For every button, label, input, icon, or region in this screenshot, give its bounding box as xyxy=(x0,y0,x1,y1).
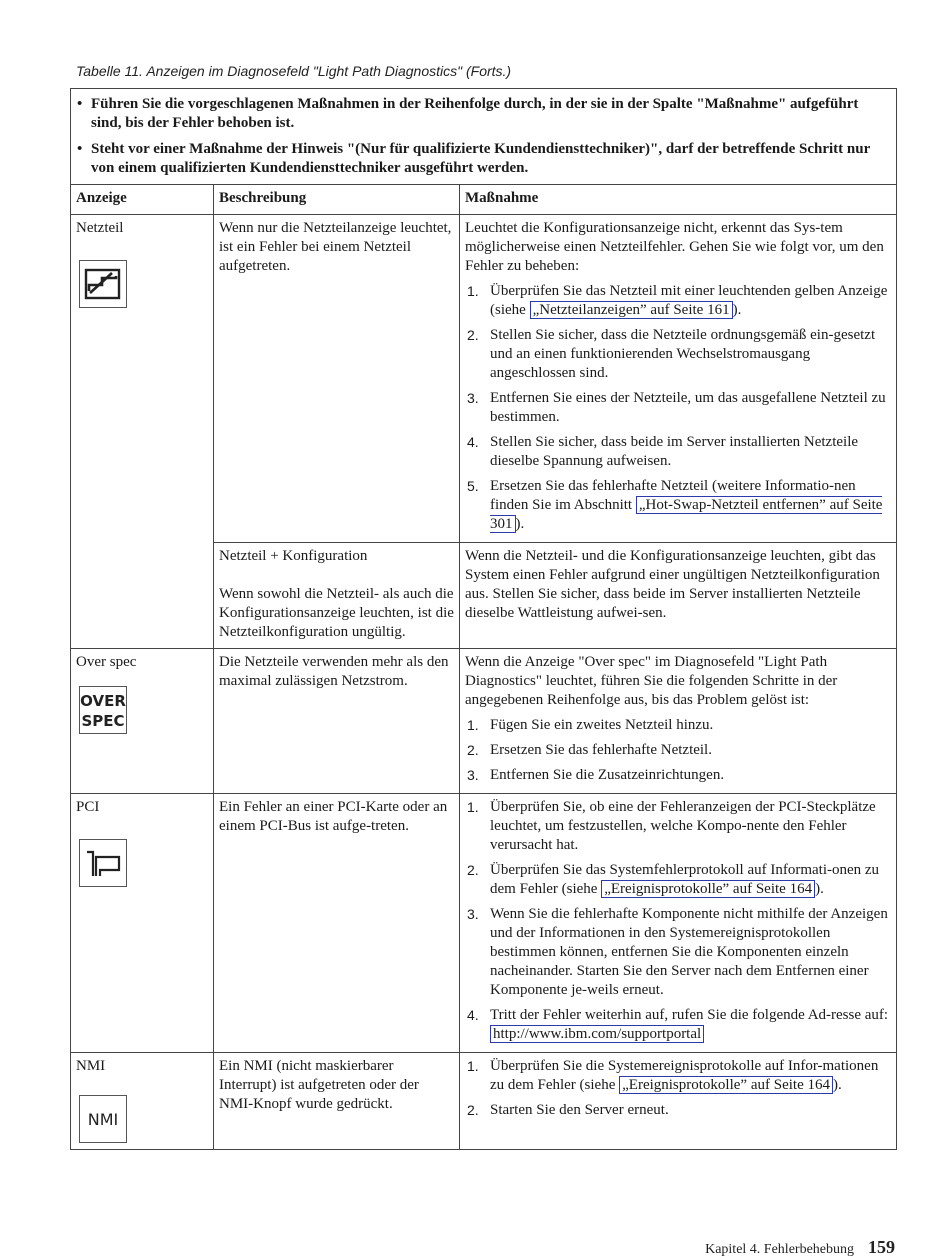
table-row xyxy=(71,649,897,794)
table-caption: Tabelle 11. Anzeigen im Diagnosefeld "Light Path Diagnostics" (Forts.) xyxy=(76,63,512,79)
indicator-cell-nmi xyxy=(71,1053,214,1150)
link-ereignisprotokolle-nmi[interactable]: „Ereignisprotokolle” auf Seite 164 xyxy=(619,1076,833,1094)
notes-cell xyxy=(71,89,897,185)
action-cell: Wenn die Netzteil- und die Konfigurationsanzeige leuchten, gibt das System einen Fehler aufgrund einer ungültigen Netzteilkonfiguration aus. Stellen Sie sicher, dass beide im Server installierten Netzteile dieselbe Wattleistung aufwei-sen. xyxy=(460,543,897,649)
action-cell xyxy=(460,794,897,1053)
link-supportportal[interactable]: http://www.ibm.com/supportportal xyxy=(490,1025,704,1043)
description-cell: Ein Fehler an einer PCI-Karte oder an einem PCI-Bus ist aufge-treten. xyxy=(214,794,460,1053)
action-cell xyxy=(460,215,897,543)
indicator-name: NMI xyxy=(76,1058,106,1074)
list-item: 1. Überprüfen Sie die Systemereignisprotokolle auf Infor-mationen zu dem Fehler (siehe „Ereignisprotokolle” auf Seite 164 ). xyxy=(467,1058,879,1093)
action-steps xyxy=(465,798,891,1044)
header-action: Maßnahme xyxy=(460,185,897,215)
link-netzteilanzeigen[interactable]: „Netzteilanzeigen” auf Seite 161 xyxy=(530,301,733,319)
over-spec-icon: OVER SPEC xyxy=(79,686,127,734)
notes-row xyxy=(71,89,897,185)
list-item: 2. Starten Sie den Server erneut. xyxy=(467,1102,669,1118)
action-steps xyxy=(465,282,891,534)
note-qualified: • Steht vor einer Maßnahme der Hinweis "(Nur für qualifizierte Kundendiensttechniker)", darf der betreffende Schritt nur von einem qualifizierten Kundendiensttechniker ausgeführt werden. xyxy=(77,140,886,178)
nmi-icon: NMI xyxy=(79,1095,127,1143)
action-intro: Leuchtet die Konfigurationsanzeige nicht, erkennt das Sys-tem möglicherweise einen Netzteilfehler. Gehen Sie wie folgt vor, um den Fehler zu beheben: xyxy=(465,220,884,274)
indicator-cell-overspec xyxy=(71,649,214,794)
table-row xyxy=(71,1053,897,1150)
list-item: 2. Stellen Sie sicher, dass die Netzteile ordnungsgemäß ein-gesetzt und an einen funktionierenden Wechselstromausgang angeschlossen sind. xyxy=(467,327,876,381)
description-text: Wenn sowohl die Netzteil- als auch die Konfigurationsanzeige leuchten, ist die Netzteilkonfiguration ungültig. xyxy=(219,586,454,640)
description-cell xyxy=(214,543,460,649)
action-steps xyxy=(465,1057,891,1120)
header-indicator: Anzeige xyxy=(71,185,214,215)
footer-chapter: Kapitel 4. Fehlerbehebung xyxy=(705,1242,854,1257)
list-item: 1. Fügen Sie ein zweites Netzteil hinzu. xyxy=(467,717,714,733)
list-item: 1. Überprüfen Sie, ob eine der Fehleranzeigen der PCI-Steckplätze leuchtet, um festzustellen, welche Kompo-nente den Fehler verursacht hat. xyxy=(467,799,876,853)
indicator-name: PCI xyxy=(76,799,100,815)
list-item: 3. Entfernen Sie die Zusatzeinrichtungen. xyxy=(467,767,725,783)
list-item: 5. Ersetzen Sie das fehlerhafte Netzteil (weitere Informatio-nen finden Sie im Abschnitt „Hot-Swap-Netzteil entfernen” auf Seite 301 ). xyxy=(467,478,883,532)
list-item: 2. Ersetzen Sie das fehlerhafte Netzteil. xyxy=(467,742,712,758)
header-description: Beschreibung xyxy=(214,185,460,215)
list-item: 2. Überprüfen Sie das Systemfehlerprotokoll auf Informati-onen zu dem Fehler (siehe „Ereignisprotokolle” auf Seite 164 ). xyxy=(467,862,880,897)
list-item: 1. Überprüfen Sie das Netzteil mit einer leuchtenden gelben Anzeige (siehe „Netzteilanzeigen” auf Seite 161 ). xyxy=(467,283,888,318)
action-intro: Wenn die Anzeige "Over spec" im Diagnosefeld "Light Path Diagnostics" leuchtet, führen Sie die folgenden Schritte in der angegebenen Reihenfolge aus, bis das Problem gelöst ist: xyxy=(465,654,838,708)
table-row xyxy=(71,215,897,543)
power-supply-icon xyxy=(79,260,127,308)
indicator-cell-psu xyxy=(71,215,214,649)
list-item: 4. Stellen Sie sicher, dass beide im Server installierten Netzteile dieselbe Spannung aufweisen. xyxy=(467,434,859,469)
table-row xyxy=(71,794,897,1053)
description-cell: Die Netzteile verwenden mehr als den maximal zulässigen Netzstrom. xyxy=(214,649,460,794)
description-cell: Ein NMI (nicht maskierbarer Interrupt) ist aufgetreten oder der NMI-Knopf wurde gedrückt. xyxy=(214,1053,460,1150)
pci-card-icon xyxy=(79,839,127,887)
note-order: • Führen Sie die vorgeschlagenen Maßnahmen in der Reihenfolge durch, in der sie in der Spalte "Maßnahme" aufgeführt sind, bis der Fehler behoben ist. xyxy=(77,95,886,133)
action-steps xyxy=(465,716,891,785)
action-cell xyxy=(460,649,897,794)
action-cell xyxy=(460,1053,897,1150)
header-row xyxy=(71,185,897,215)
list-item: 3. Entfernen Sie eines der Netzteile, um das ausgefallene Netzteil zu bestimmen. xyxy=(467,390,886,425)
diagnostics-table xyxy=(70,88,897,1150)
list-item: 4. Tritt der Fehler weiterhin auf, rufen Sie die folgende Ad-resse auf: http://www.ibm.com/supportportal xyxy=(467,1007,889,1042)
indicator-name: Over spec xyxy=(76,654,137,670)
page-number: 159 xyxy=(868,1237,895,1257)
indicator-name: Netzteil xyxy=(76,220,124,236)
description-cell: Wenn nur die Netzteilanzeige leuchtet, ist ein Fehler bei einem Netzteil aufgetreten. xyxy=(214,215,460,543)
page-footer xyxy=(705,1237,895,1258)
indicator-cell-pci xyxy=(71,794,214,1053)
link-hot-swap-netzteil[interactable]: „Hot-Swap-Netzteil entfernen” auf Seite 301 xyxy=(490,497,883,532)
list-item: 3. Wenn Sie die fehlerhafte Komponente nicht mithilfe der Anzeigen und der Informationen in den Systemereignisprotokollen bestimmen können, entfernen Sie die Komponenten einzeln nacheinander. Starten Sie den Server nach dem Entfernen einer Komponente je-weils erneut. xyxy=(467,906,888,998)
description-title: Netzteil + Konfiguration xyxy=(219,548,368,564)
link-ereignisprotokolle[interactable]: „Ereignisprotokolle” auf Seite 164 xyxy=(601,880,815,898)
